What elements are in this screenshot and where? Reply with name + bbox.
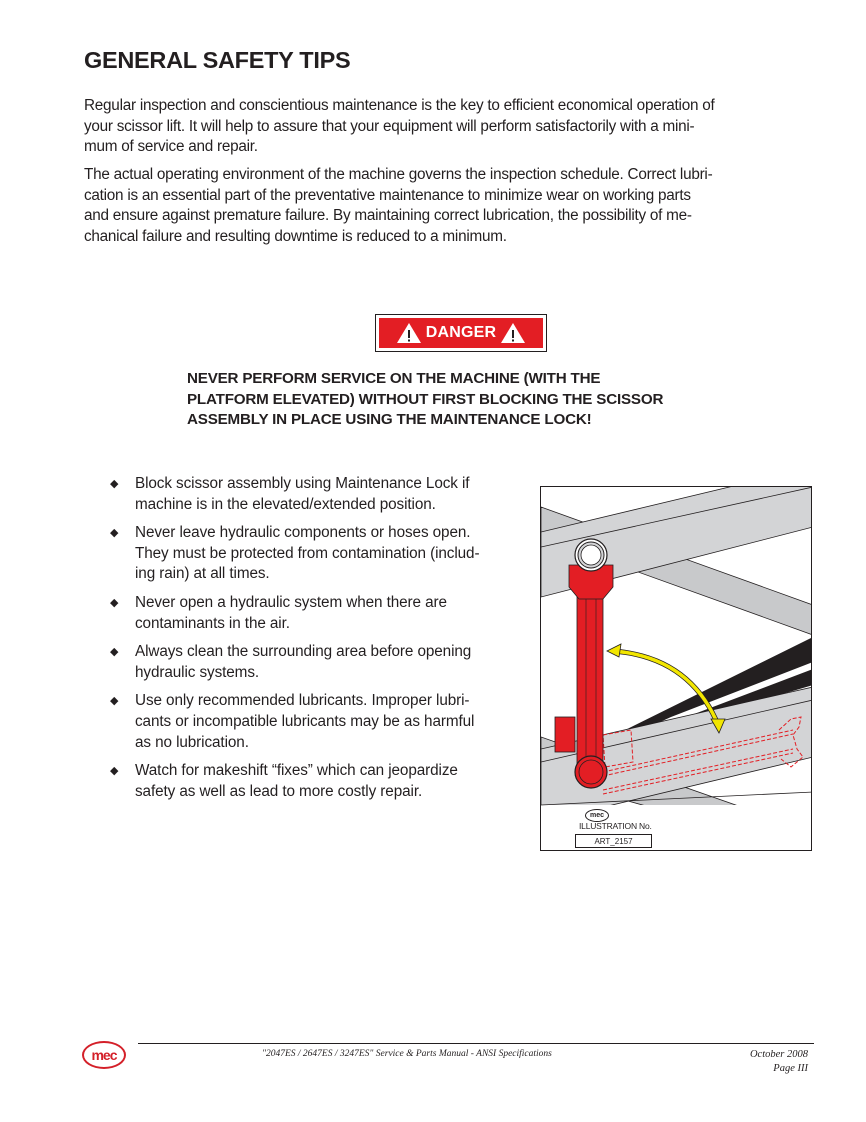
paragraph-line: Regular inspection and conscientious maintenance is the key to efficient economical operation of [84,97,715,114]
danger-message [187,369,663,431]
tip-line: cants or incompatible lubricants may be as harmful [135,712,475,730]
list-item [110,474,530,515]
tip-line: hydraulic systems. [135,663,260,681]
diamond-bullet-icon: ◆ [110,596,119,609]
diamond-bullet-icon: ◆ [110,527,119,540]
diamond-bullet-icon: ◆ [110,646,119,659]
list-item [110,523,530,585]
footer-logo-text: mec [91,1047,117,1063]
danger-label: DANGER [425,324,497,341]
paragraph-line: mum of service and repair. [84,138,258,156]
footer-date: October 2008 [749,1049,808,1060]
scissor-lock-drawing [541,487,812,851]
tip-line: ing rain) at all times. [135,565,270,583]
mec-logo-icon [82,1041,126,1069]
tip-line: machine is in the elevated/extended position. [135,495,436,513]
page-number: Page III [773,1063,808,1074]
intro-paragraph-1 [84,96,814,158]
danger-message-line: NEVER PERFORM SERVICE ON THE MACHINE (WITH THE [187,370,601,387]
paragraph-line: cation is an essential part of the preventative maintenance to minimize wear on working parts [84,186,691,204]
tip-line: Watch for makeshift “fixes” which can jeopardize [135,762,458,780]
diamond-bullet-icon: ◆ [110,765,119,778]
page-title: GENERAL SAFETY TIPS [84,47,351,73]
tip-line: Block scissor assembly using Maintenance Lock if [135,475,470,492]
diamond-bullet-icon: ◆ [110,695,119,708]
paragraph-line: your scissor lift. It will help to assure that your equipment will perform satisfactorily with a mini- [84,117,695,135]
warning-triangle-icon [500,322,526,344]
illustration-label: ILLUSTRATION No. [579,821,652,831]
tip-line: They must be protected from contamination (includ- [135,544,480,562]
maintenance-lock-illustration [540,486,812,851]
danger-message-line: ASSEMBLY IN PLACE USING THE MAINTENANCE LOCK! [187,411,592,429]
tip-line: contaminants in the air. [135,614,290,632]
danger-sign [375,314,547,352]
paragraph-line: and ensure against premature failure. By maintaining correct lubrication, the possibility of me- [84,207,692,225]
list-item [110,761,530,802]
tip-line: Use only recommended lubricants. Improper lubri- [135,692,470,710]
safety-tips-list [110,474,530,810]
tip-line: Never leave hydraulic components or hoses open. [135,524,471,542]
tip-line: as no lubrication. [135,733,249,751]
manual-title: "2047ES / 2647ES / 3247ES" Service & Parts Manual - ANSI Specifications [262,1049,552,1059]
paragraph-line: chanical failure and resulting downtime is reduced to a minimum. [84,227,507,245]
footer-divider [138,1043,814,1044]
tip-line: safety as well as lead to more costly repair. [135,782,423,800]
list-item [110,642,530,683]
list-item [110,691,530,753]
list-item [110,593,530,634]
intro-paragraph-2 [84,165,814,247]
danger-message-line: PLATFORM ELEVATED) WITHOUT FIRST BLOCKING THE SCISSOR [187,390,664,408]
diamond-bullet-icon: ◆ [110,478,119,490]
mec-logo-icon: mec [585,809,609,822]
footer-date-page [750,1048,808,1076]
tip-line: Always clean the surrounding area before opening [135,643,472,661]
paragraph-line: The actual operating environment of the machine governs the inspection schedule. Correct lubri- [84,166,713,183]
illustration-number: ART_2157 [575,834,652,848]
warning-triangle-icon [396,322,422,344]
danger-banner [379,318,543,348]
tip-line: Never open a hydraulic system when there are [135,593,447,611]
